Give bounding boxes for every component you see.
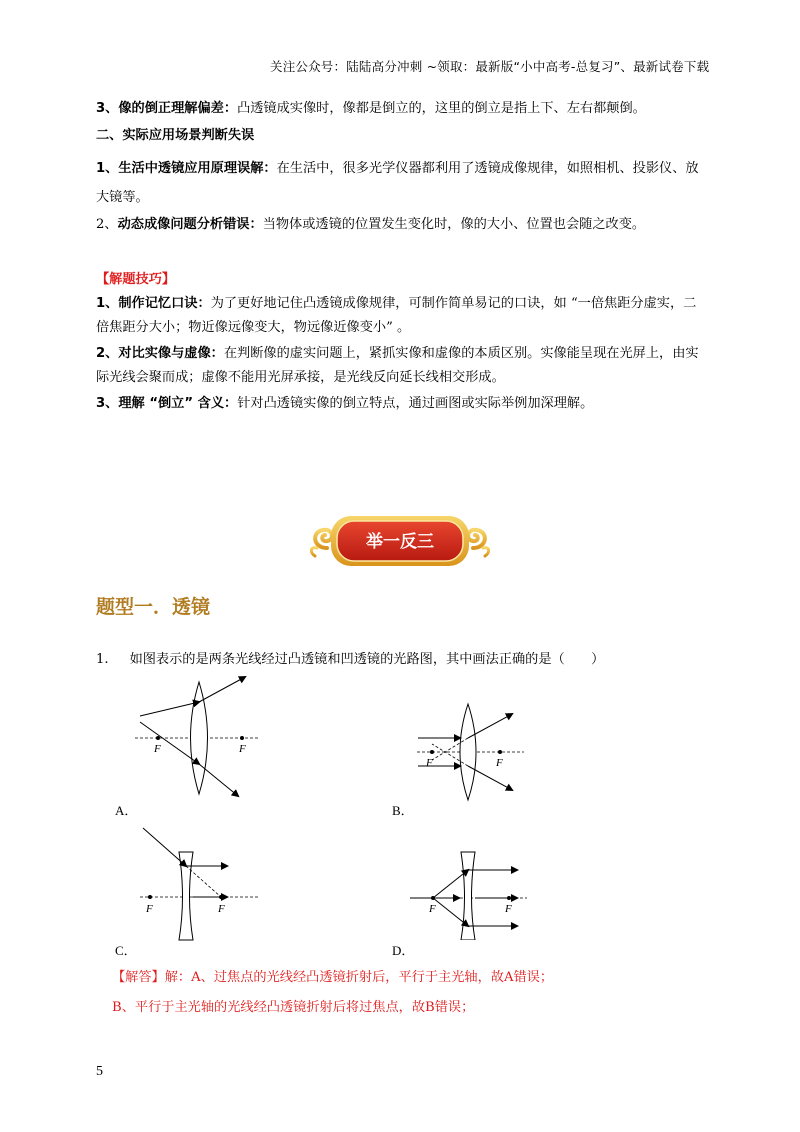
answer-line-1 [112, 966, 553, 985]
paragraph-application [96, 154, 706, 212]
paragraph-inversion [96, 97, 706, 121]
focus-label: F [505, 903, 512, 915]
banner-label: 举一反三 [366, 532, 434, 552]
tip-text: 在判断像的虚实问题上，紧抓实像和虚像的本质区别。实像能呈现在光屏上，由实际光线会聚而成；虚像不能用光屏承接，是光线反向延长线相交形成。 [96, 346, 699, 385]
paragraph-bold-lead: 3、像的倒正理解偏差： [96, 101, 238, 116]
tips-title [96, 268, 706, 292]
diagram-c-concave-lens [135, 822, 265, 942]
tip-bold-lead: 1、制作记忆口诀： [96, 296, 211, 311]
option-a: A． [115, 803, 138, 818]
answer-line-2: B、平行于主光轴的光线经凸透镜折射后将过焦点，故B错误； [112, 1000, 475, 1015]
answer-tag: 【解答】 [112, 970, 165, 985]
question-text: 如图表示的是两条光线经过凸透镜和凹透镜的光路图，其中画法正确的是（ ） [129, 652, 605, 667]
question-1 [96, 648, 604, 667]
diagram-d-concave-lens [405, 848, 535, 940]
option-d: D． [392, 943, 415, 958]
banner-ornament [305, 508, 495, 574]
diagram-b-convex-lens [412, 700, 532, 805]
focus-label: F [239, 743, 246, 755]
paragraph-text: 凸透镜成实像时，像都是倒立的，这里的倒立是指上下、左右都颠倒。 [237, 101, 646, 116]
tip-text: 为了更好地记住凸透镜成像规律，可制作简单易记的口诀，如 “一倍焦距分虚实，二倍焦距分大小；物近像远像变大，物远像近像变小” 。 [96, 296, 697, 335]
tips-title-text: 【解题技巧】 [96, 272, 176, 287]
focus-label: F [426, 757, 433, 769]
tip-bold-lead: 2、对比实像与虚像： [96, 346, 224, 361]
focus-label: F [496, 757, 503, 769]
focus-label: F [146, 903, 153, 915]
paragraph-bold-lead: 动态成像问题分析错误： [117, 217, 263, 232]
section-heading-text: 二、实际应用场景判断失误 [96, 128, 255, 143]
page-header: 关注公众号：陆陆高分冲刺 ~领取：最新版“小中高考-总复习”、最新试卷下载 [270, 59, 710, 74]
paragraph-bold-lead: 1、生活中透镜应用原理误解： [96, 161, 277, 176]
option-c: C． [115, 943, 137, 958]
paragraph-text: 当物体或透镜的位置发生变化时，像的大小、位置也会随之改变。 [262, 217, 646, 232]
answer-text: 解：A、过焦点的光线经凸透镜折射后，平行于主光轴，故A错误； [164, 970, 554, 985]
paragraph-dynamic [96, 213, 706, 237]
tip-real-virtual [96, 342, 706, 390]
focus-label: F [429, 903, 436, 915]
section-heading [96, 124, 706, 148]
question-type-heading: 题型一．透镜 [96, 596, 211, 618]
diagram-a-convex-lens [130, 672, 270, 802]
tip-inverted [96, 392, 706, 416]
tip-mnemonic [96, 292, 706, 340]
question-number: 1. [96, 652, 109, 667]
tip-bold-lead: 3、理解 “倒立” 含义： [96, 396, 238, 411]
focus-label: F [218, 903, 225, 915]
focus-label: F [154, 743, 161, 755]
option-b: B． [392, 803, 414, 818]
paragraph-text: 在生活中，很多光学仪器都利用了透镜成像规律，如照相机、投影仪、放大镜等。 [96, 161, 699, 205]
paragraph-prefix: 2、 [96, 217, 118, 232]
page-number: 5 [96, 1064, 103, 1079]
tip-text: 针对凸透镜实像的倒立特点，通过画图或实际举例加深理解。 [237, 396, 594, 411]
